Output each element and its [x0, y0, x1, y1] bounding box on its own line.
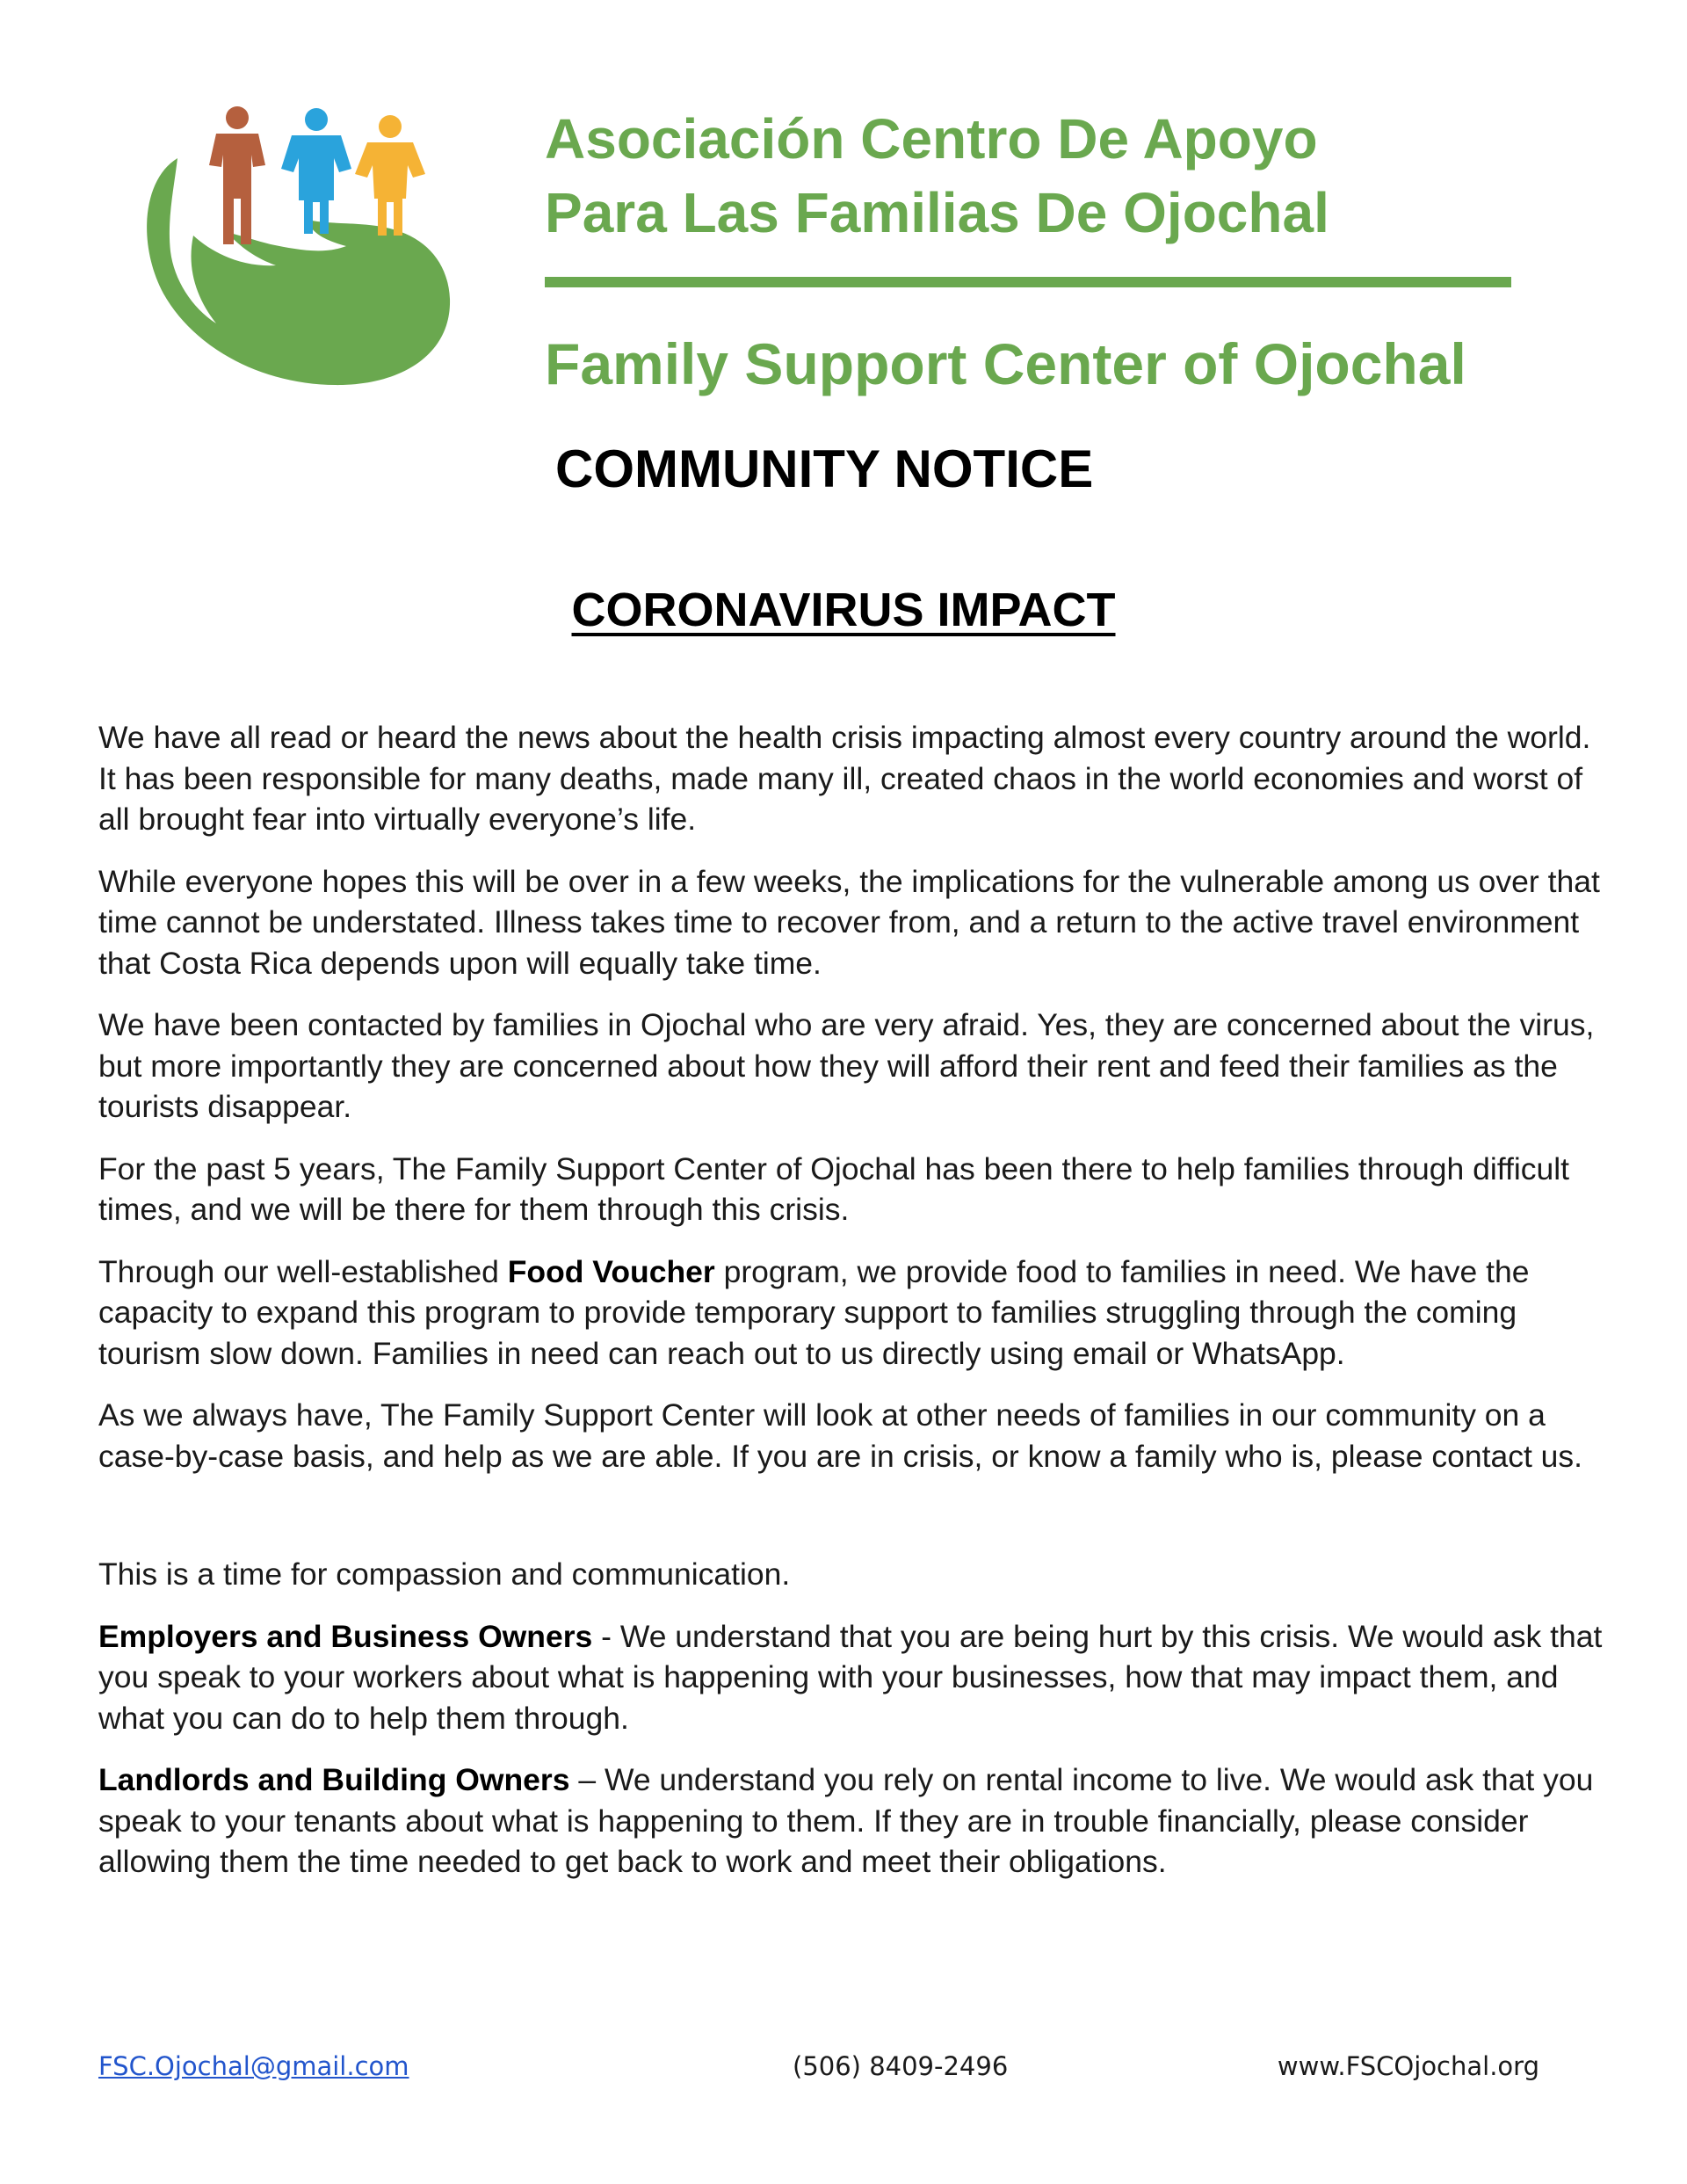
email-link[interactable]: FSC.Ojochal@gmail.com [98, 2051, 409, 2081]
org-name-spanish [545, 102, 1329, 250]
paragraph-4: For the past 5 years, The Family Support Center of Ojochal has been there to help families through difficult times, and we will be there for them through this crisis. [98, 1150, 1569, 1227]
paragraph-5-intro: Through our well-established [98, 1253, 508, 1289]
employers-heading: Employers and Business Owners [98, 1618, 593, 1654]
paragraph-landlords [98, 1760, 1610, 1883]
employers-text: - We understand that you are being hurt by this crisis. We would ask that you speak to your workers about what is happening with your businesses, how that may impact them, and what you can do to help them through. [98, 1618, 1603, 1736]
org-name-english: Family Support Center of Ojochal [545, 331, 1466, 396]
paragraph-3: We have been contacted by families in Ojochal who are very afraid. Yes, they are concerned about the virus, but more importantly they are concerned about how they will afford their rent and feed their families as the tourists disappear. [98, 1007, 1595, 1124]
notice-title: COMMUNITY NOTICE [555, 439, 1094, 498]
paragraph-employers [98, 1616, 1610, 1739]
landlords-text: – We understand you rely on rental income to live. We would ask that you speak to your tenants about what is happening to them. If they are in trouble financially, please consider allowing them the time needed to get back to work and meet their obligations. [98, 1762, 1594, 1879]
subject-title [0, 575, 1687, 645]
paragraph-7: This is a time for compassion and communication. [98, 1556, 791, 1592]
paragraph-1: We have all read or heard the news about the health crisis impacting almost every country around the world. It has been responsible for many deaths, made many ill, created chaos in the world economies and worst of all brought fear into virtually everyone’s life. [98, 720, 1591, 837]
landlords-heading: Landlords and Building Owners [98, 1762, 570, 1797]
person-middle-icon [281, 108, 351, 234]
phone-number: (506) 8409-2496 [793, 2051, 1009, 2081]
person-right-icon [355, 115, 425, 236]
header-divider [545, 277, 1511, 287]
food-voucher-label: Food Voucher [507, 1253, 715, 1289]
paragraph-5 [98, 1252, 1610, 1375]
paragraph-6: As we always have, The Family Support Center will look at other needs of families in our community on a case-by-case basis, and help as we are able. If you are in crisis, or know a family who is, please contact us. [98, 1397, 1583, 1474]
org-name-spanish-line2: Para Las Familias De Ojochal [545, 181, 1329, 244]
paragraph-5-rest: program, we provide food to families in need. We have the capacity to expand this program to provide temporary support to families struggling through the coming tourism slow down. Families in need can reach out to us directly using email or WhatsApp. [98, 1253, 1530, 1371]
subject-title-text: CORONAVIRUS IMPACT [571, 584, 1116, 636]
person-left-icon [209, 106, 265, 244]
hand-holding-family-logo [142, 104, 467, 413]
paragraph-2: While everyone hopes this will be over in a few weeks, the implications for the vulnerable among us over that time cannot be understated. Illness takes time to recover from, and a return to the active travel environment that Costa Rica depends upon will equally take time. [98, 863, 1600, 981]
website-url: www.FSCOjochal.org [1277, 2051, 1539, 2081]
notice-body [98, 717, 1610, 1904]
contact-footer [98, 2044, 1539, 2088]
org-name-spanish-line1: Asociación Centro De Apoyo [545, 107, 1318, 171]
